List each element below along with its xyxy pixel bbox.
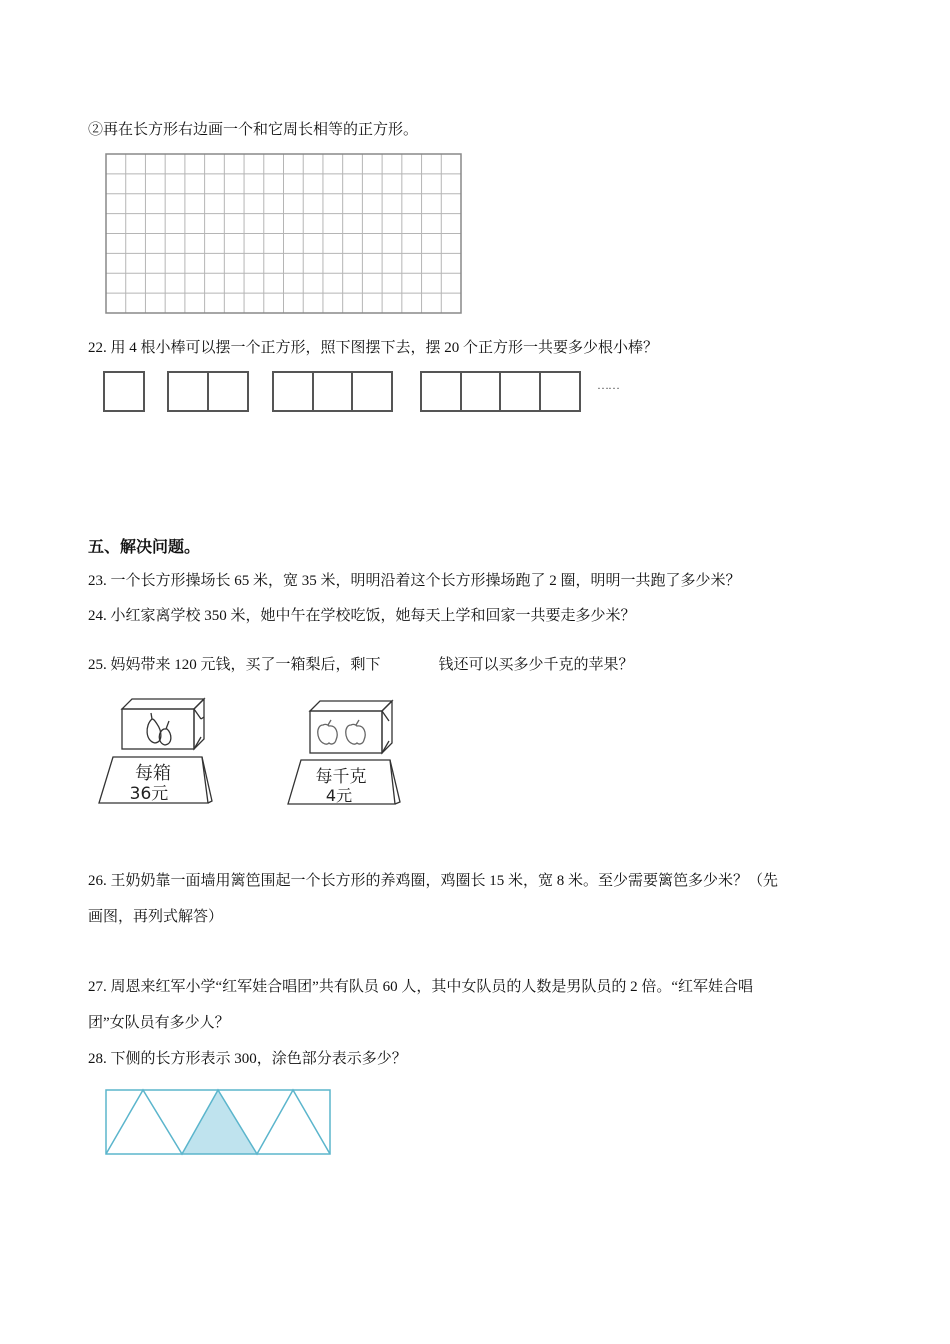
apple-box-graphic <box>283 697 403 809</box>
pear-sign-line1: 每箱 <box>135 763 171 784</box>
q27-line1: 27. 周恩来红军小学“红军娃合唱团”共有队员 60 人，其中女队员的人数是男队员的 2 倍。“红军娃合唱 <box>88 979 753 995</box>
q24-text: 24. 小红家离学校 350 米，她中午在学校吃饭，她每天上学和回家一共要走多少米？ <box>88 608 636 624</box>
triangle-rectangle-figure <box>104 1087 334 1159</box>
pear-box-figure <box>95 697 215 809</box>
shaded-triangle <box>182 1090 257 1154</box>
q28-text: 28. 下侧的长方形表示 300，涂色部分表示多少？ <box>88 1051 407 1067</box>
pear-sign-line2: 36元 <box>129 784 169 804</box>
section-title: 五、解决问题。 <box>88 539 201 556</box>
q23-text: 23. 一个长方形操场长 65 米，宽 35 米，明明沿着这个长方形操场跑了 2 圈，明明一共跑了多少米？ <box>88 573 741 589</box>
q25-text <box>88 655 634 675</box>
apple-sign-line2: 4元 <box>325 786 353 805</box>
q25-text-before: 25. 妈妈带来 120 元钱，买了一箱梨后，剩下 <box>88 657 381 673</box>
q21-part2-text: ②再在长方形右边画一个和它周长相等的正方形。 <box>88 122 419 138</box>
stick-squares-figure <box>100 368 640 416</box>
apple-box-figure <box>283 697 403 809</box>
q26-line2: 画图，再列式解答） <box>88 909 224 925</box>
drawing-grid <box>105 153 462 314</box>
triangle-rectangle-graphic <box>104 1087 334 1159</box>
q26-line1: 26. 王奶奶靠一面墙用篱笆围起一个长方形的养鸡圈，鸡圈长 15 米，宽 8 米。至少需要篱笆多少米？（先 <box>88 873 779 889</box>
grid-graphic <box>105 153 462 314</box>
ellipsis: …… <box>597 378 619 392</box>
q27-line2: 团”女队员有多少人？ <box>88 1015 230 1031</box>
apple-sign-line1: 每千克 <box>315 767 367 787</box>
pear-box-graphic <box>95 697 215 809</box>
q22-text: 22. 用 4 根小棒可以摆一个正方形，照下图摆下去，摆 20 个正方形一共要多少根小棒？ <box>88 340 659 356</box>
stick-squares-graphic <box>100 368 640 416</box>
q25-text-after: 钱还可以买多少千克的苹果？ <box>438 657 634 673</box>
